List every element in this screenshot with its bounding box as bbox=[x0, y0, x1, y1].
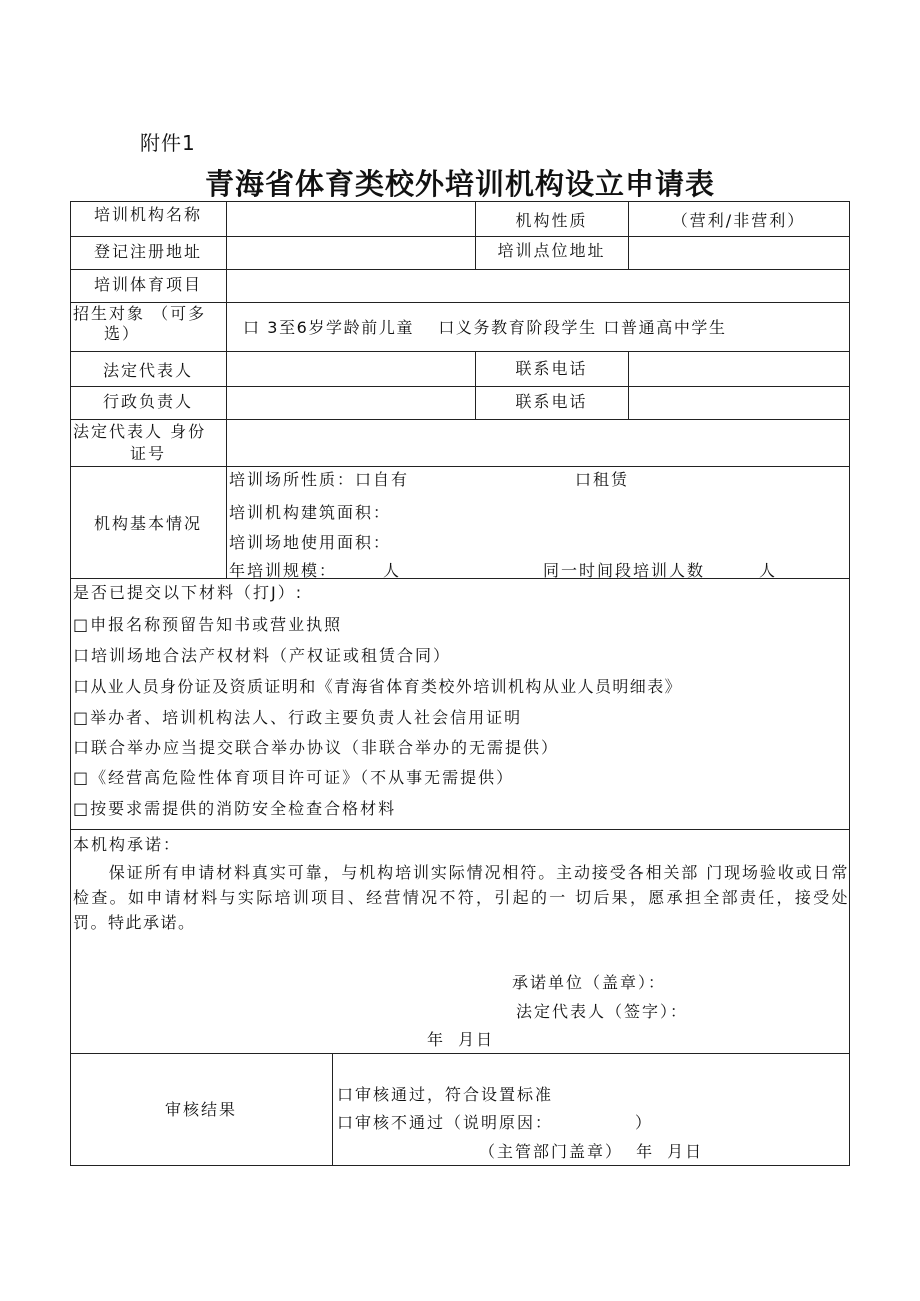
material-item: 口联合举办应当提交联合举办协议（非联合举办的无需提供） bbox=[73, 738, 560, 757]
row-divider bbox=[70, 351, 850, 352]
material-item: □申报名称预留告知书或营业执照 bbox=[73, 615, 343, 634]
row-divider bbox=[70, 829, 850, 830]
form-title: 青海省体育类校外培训机构设立申请表 bbox=[204, 167, 715, 201]
basic-info-label: 机构基本情况 bbox=[93, 514, 202, 533]
materials-heading: 是否已提交以下材料（打J）: bbox=[73, 583, 304, 602]
org-name-label: 培训机构名称 bbox=[93, 205, 202, 224]
legal-rep-label: 法定代表人 bbox=[102, 361, 193, 380]
scale-clip bbox=[226, 560, 849, 578]
row-divider bbox=[70, 466, 850, 467]
attachment-label: 附件1 bbox=[140, 131, 196, 155]
material-item: □《经营高危险性体育项目许可证》（不从事无需提供） bbox=[73, 768, 515, 787]
same-time-count: 同一时间段培训人数 人 bbox=[543, 561, 778, 578]
row-divider bbox=[70, 419, 850, 420]
table-border-right bbox=[849, 201, 850, 1166]
enroll-label-line2: 选） bbox=[104, 324, 141, 343]
promise-date: 年 月日 bbox=[427, 1030, 495, 1049]
table-border-left bbox=[70, 201, 71, 1166]
site-address-label: 培训点位地址 bbox=[497, 241, 606, 260]
legal-id-label-line2: 证号 bbox=[129, 444, 166, 463]
enroll-label-line1: 招生对象 （可多 bbox=[73, 304, 207, 323]
org-nature-label: 机构性质 bbox=[515, 211, 588, 230]
promise-seal: 承诺单位（盖章）： bbox=[512, 973, 667, 992]
material-item: □按要求需提供的消防安全检查合格材料 bbox=[73, 799, 397, 818]
site-nature-owned: 培训场所性质：口自有 bbox=[229, 470, 410, 489]
row-divider bbox=[70, 578, 850, 579]
review-label: 审核结果 bbox=[164, 1100, 237, 1119]
review-fail: 口审核不通过（说明原因： ） bbox=[337, 1113, 654, 1132]
reg-address-label: 登记注册地址 bbox=[93, 242, 202, 261]
table-border-top bbox=[70, 201, 850, 202]
promise-signature: 法定代表人（签字）： bbox=[516, 1002, 689, 1021]
enroll-options: 口 3至6岁学龄前儿童 口义务教育阶段学生 口普通高中学生 bbox=[243, 318, 727, 337]
column-divider bbox=[226, 201, 227, 578]
building-area: 培训机构建筑面积： bbox=[229, 503, 392, 522]
legal-id-label-line1: 法定代表人 身份 bbox=[73, 422, 207, 441]
material-item: 口从业人员身份证及资质证明和《青海省体育类校外培训机构从业人员明细表》 bbox=[73, 677, 683, 696]
site-nature-rent: 口租赁 bbox=[575, 470, 630, 489]
annual-scale: 年培训规模： 人 bbox=[229, 561, 402, 578]
use-area: 培训场地使用面积： bbox=[229, 533, 392, 552]
row-divider bbox=[70, 236, 850, 237]
org-nature-value: （营利/非营利） bbox=[671, 211, 806, 230]
admin-head-label: 行政负责人 bbox=[102, 392, 193, 411]
promise-body: 保证所有申请材料真实可靠，与机构培训实际情况相符。主动接受各相关部 门现场验收或日常检查。如申请材料与实际培训项目、经营情况不符，引起的一 切后果，愿承担全部责任，接受处罚。特此承诺。 bbox=[73, 863, 849, 932]
row-divider bbox=[70, 269, 850, 270]
row-divider bbox=[70, 1053, 850, 1054]
column-divider bbox=[628, 351, 629, 419]
material-item: □举办者、培训机构法人、行政主要负责人社会信用证明 bbox=[73, 708, 523, 727]
row-divider bbox=[70, 386, 850, 387]
sport-label: 培训体育项目 bbox=[93, 275, 202, 294]
row-divider bbox=[70, 302, 850, 303]
review-pass: 口审核通过，符合设置标准 bbox=[337, 1085, 554, 1104]
material-item: 口培训场地合法产权材料（产权证或租赁合同） bbox=[73, 646, 452, 665]
table-border-bottom bbox=[70, 1165, 850, 1166]
phone-label: 联系电话 bbox=[515, 359, 588, 378]
promise-heading: 本机构承诺： bbox=[73, 835, 182, 854]
column-divider bbox=[332, 1053, 333, 1165]
phone-label: 联系电话 bbox=[515, 392, 588, 411]
review-stamp: （主管部门盖章） 年 月日 bbox=[479, 1142, 704, 1161]
